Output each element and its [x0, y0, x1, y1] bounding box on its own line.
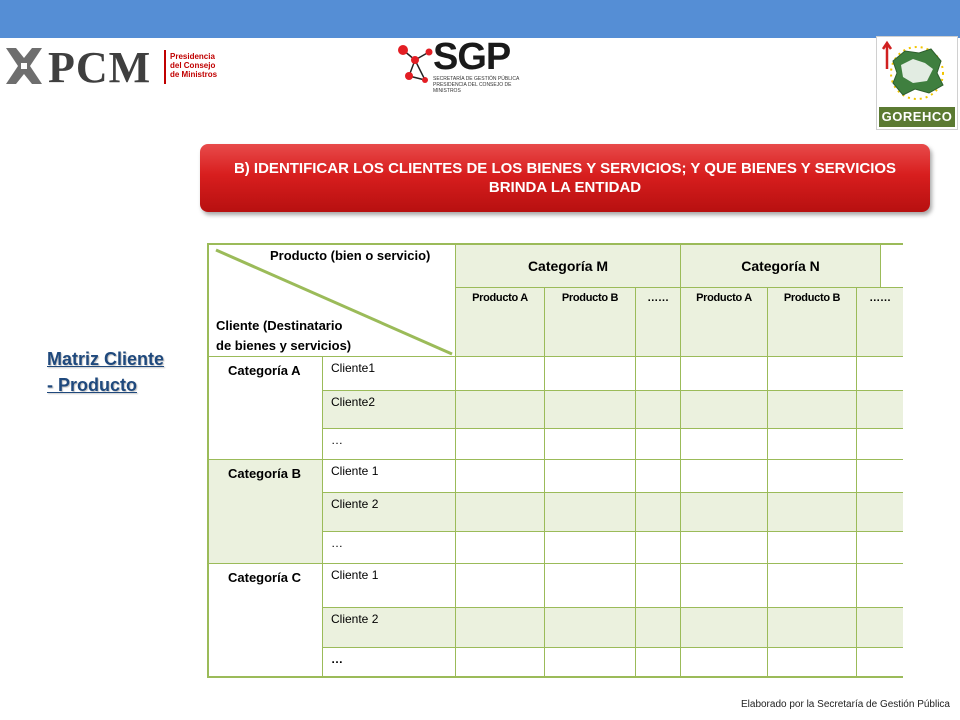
- matrix-empty-cell: [856, 356, 903, 390]
- matrix-empty-cell: [856, 390, 903, 428]
- matrix-empty-cell: [455, 647, 544, 678]
- pcm-subtitle: Presidencia del Consejo de Ministros: [170, 52, 218, 79]
- client-row-label: Cliente 2: [322, 492, 455, 531]
- matrix-empty-cell: [856, 607, 903, 647]
- banner-text: B) IDENTIFICAR LOS CLIENTES DE LOS BIENES Y SERVICIOS; Y QUE BIENES Y SERVICIOS BRINDA LA ENTIDAD: [233, 160, 897, 196]
- matrix-empty-cell: [635, 428, 680, 459]
- product-header: Producto B: [544, 287, 635, 356]
- sgp-logo: [395, 36, 530, 92]
- matrix-empty-cell: [680, 390, 767, 428]
- corner-client-label: Cliente (Destinatario de bienes y servicios): [216, 318, 352, 353]
- matrix-corner-cell: [207, 243, 455, 356]
- matrix-empty-cell: [767, 356, 856, 390]
- product-header: ……: [635, 287, 680, 356]
- matrix-empty-cell: [680, 531, 767, 563]
- product-category-n-header: Categoría N: [680, 243, 880, 287]
- matrix-empty-cell: [455, 390, 544, 428]
- product-header: Producto A: [680, 287, 767, 356]
- client-category-b: Categoría B: [207, 459, 322, 563]
- matrix-empty-cell: [544, 563, 635, 607]
- product-category-m-header: Categoría M: [455, 243, 680, 287]
- extra-header-cell: [880, 243, 903, 287]
- matrix-empty-cell: [635, 459, 680, 492]
- matrix-empty-cell: [680, 647, 767, 678]
- matrix-empty-cell: [635, 647, 680, 678]
- matrix-title: Matriz Cliente - Producto: [47, 349, 165, 395]
- sgp-name: SGP: [433, 36, 511, 78]
- client-category-a: Categoría A: [207, 356, 322, 459]
- pcm-name: PCM: [48, 43, 152, 92]
- client-row-label: Cliente 1: [322, 563, 455, 607]
- client-row-label: Cliente2: [322, 390, 455, 428]
- matrix-empty-cell: [635, 390, 680, 428]
- matrix-empty-cell: [544, 459, 635, 492]
- sgp-network-icon: [395, 38, 437, 88]
- client-row-label: Cliente1: [322, 356, 455, 390]
- client-row-label: …: [322, 647, 455, 678]
- client-row-label: …: [322, 531, 455, 563]
- matrix-empty-cell: [455, 492, 544, 531]
- corner-product-label: Producto (bien o servicio): [270, 248, 431, 263]
- matrix-empty-cell: [455, 356, 544, 390]
- matrix-empty-cell: [767, 607, 856, 647]
- pcm-emblem-icon: [4, 46, 44, 86]
- matrix-empty-cell: [544, 390, 635, 428]
- gorehco-name: GOREHCO: [879, 107, 955, 127]
- matrix-empty-cell: [455, 607, 544, 647]
- matrix-empty-cell: [635, 607, 680, 647]
- matrix-empty-cell: [680, 356, 767, 390]
- gorehco-logo: [876, 36, 958, 130]
- matrix-empty-cell: [767, 647, 856, 678]
- matrix-empty-cell: [544, 356, 635, 390]
- matrix-empty-cell: [544, 647, 635, 678]
- matrix-empty-cell: [635, 492, 680, 531]
- gorehco-map-icon: [879, 39, 953, 105]
- matrix-empty-cell: [767, 563, 856, 607]
- matrix-empty-cell: [680, 459, 767, 492]
- client-category-c: Categoría C: [207, 563, 322, 678]
- section-banner: [200, 144, 930, 212]
- matrix-empty-cell: [455, 531, 544, 563]
- matrix-empty-cell: [767, 531, 856, 563]
- matrix-empty-cell: [635, 531, 680, 563]
- matrix-empty-cell: [856, 459, 903, 492]
- matrix-empty-cell: [544, 428, 635, 459]
- client-product-matrix: [207, 243, 903, 678]
- matrix-empty-cell: [856, 428, 903, 459]
- matrix-empty-cell: [544, 492, 635, 531]
- client-row-label: Cliente 2: [322, 607, 455, 647]
- product-header: Producto A: [455, 287, 544, 356]
- matrix-empty-cell: [680, 492, 767, 531]
- matrix-empty-cell: [635, 563, 680, 607]
- product-header: Producto B: [767, 287, 856, 356]
- matrix-empty-cell: [544, 531, 635, 563]
- matrix-empty-cell: [635, 356, 680, 390]
- top-bar: [0, 0, 960, 38]
- matrix-empty-cell: [680, 428, 767, 459]
- client-row-label: Cliente 1: [322, 459, 455, 492]
- matrix-empty-cell: [767, 492, 856, 531]
- matrix-empty-cell: [767, 459, 856, 492]
- matrix-empty-cell: [455, 459, 544, 492]
- matrix-empty-cell: [856, 531, 903, 563]
- footer-credit: Elaborado por la Secretaría de Gestión Pública: [740, 699, 950, 710]
- matrix-empty-cell: [680, 607, 767, 647]
- matrix-empty-cell: [856, 492, 903, 531]
- product-header: ……: [856, 287, 903, 356]
- matrix-empty-cell: [767, 390, 856, 428]
- sgp-subtitle: SECRETARÍA DE GESTIÓN PÚBLICA PRESIDENCIA DEL CONSEJO DE MINISTROS: [433, 76, 520, 94]
- pcm-logo: [4, 43, 244, 92]
- matrix-empty-cell: [544, 607, 635, 647]
- matrix-empty-cell: [856, 563, 903, 607]
- matrix-empty-cell: [455, 428, 544, 459]
- matrix-empty-cell: [455, 563, 544, 607]
- pcm-divider: [164, 50, 166, 84]
- matrix-empty-cell: [767, 428, 856, 459]
- matrix-empty-cell: [856, 647, 903, 678]
- client-row-label: …: [322, 428, 455, 459]
- matrix-empty-cell: [680, 563, 767, 607]
